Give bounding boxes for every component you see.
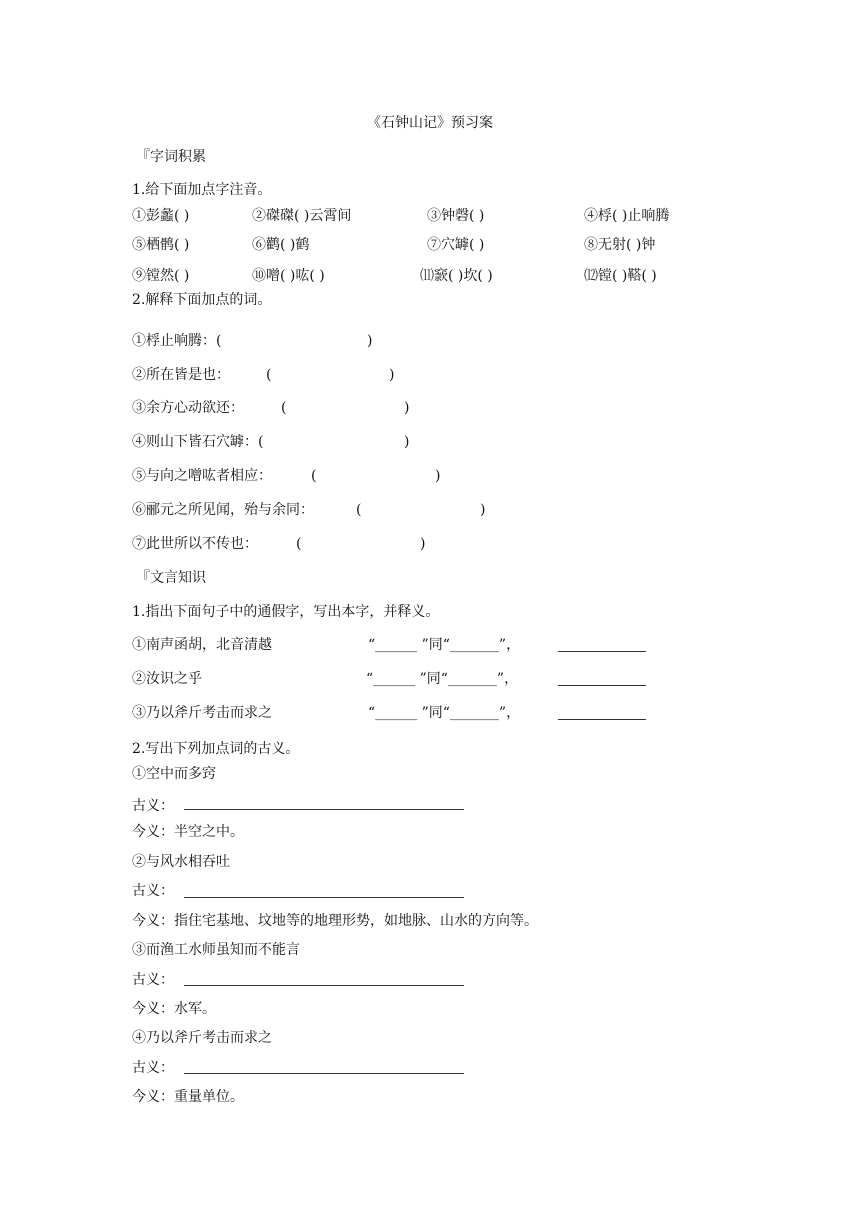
ancient-meaning-label: 古义： — [132, 1060, 174, 1076]
phonetic-item[interactable]: ⑧无射( )钟 — [584, 237, 656, 253]
ancient-meaning-blank[interactable] — [184, 985, 464, 986]
tongjia-sentence: ①南声函胡，北音清越 — [132, 637, 272, 653]
question-tongjia-prompt: 1.指出下面句子中的通假字，写出本字，并释义。 — [132, 604, 440, 620]
phonetic-item[interactable]: ⑥鹳( )鹤 — [252, 237, 310, 253]
tongjia-sentence: ②汝识之乎 — [132, 671, 202, 687]
explain-paren-close[interactable]: ) — [480, 502, 486, 518]
ancient-sentence: ①空中而多窍 — [132, 766, 216, 782]
explain-paren-open[interactable]: ( — [296, 536, 302, 552]
explain-paren-open[interactable]: ( — [356, 502, 362, 518]
question-ancient-meaning-prompt: 2.写出下列加点词的古义。 — [132, 741, 300, 757]
tongjia-meaning-blank[interactable] — [558, 685, 646, 686]
phonetic-item[interactable]: ⑤栖鹘( ) — [132, 237, 190, 253]
phonetic-item[interactable]: ⑩噌( )吰( ) — [252, 268, 325, 284]
phonetic-item[interactable]: ⑿镗( )鞳( ) — [584, 268, 657, 284]
explain-item: ①桴止响腾：( — [132, 333, 222, 349]
explain-paren-close[interactable]: ) — [367, 333, 373, 349]
modern-meaning: 今义：重量单位。 — [132, 1089, 244, 1105]
question-phonetic-prompt: 1.给下面加点字注音。 — [132, 182, 272, 198]
phonetic-item[interactable]: ③钟磬( ) — [427, 208, 485, 224]
page-title: 《石钟山记》预习案 — [367, 115, 493, 131]
explain-paren-open[interactable]: ( — [281, 400, 287, 416]
phonetic-item[interactable]: ②磔磔( )云霄间 — [252, 208, 352, 224]
phonetic-item[interactable]: ④桴( )止响腾 — [584, 208, 670, 224]
explain-paren-close[interactable]: ) — [404, 434, 410, 450]
modern-meaning: 今义：半空之中。 — [132, 824, 244, 840]
modern-meaning: 今义：水军。 — [132, 1001, 216, 1017]
explain-paren-open[interactable]: ( — [266, 367, 272, 383]
ancient-sentence: ③而渔工水师虽知而不能言 — [132, 942, 300, 958]
explain-item: ③余方心动欲还： — [132, 400, 244, 416]
question-explain-prompt: 2.解释下面加点的词。 — [132, 292, 272, 308]
explain-item: ⑦此世所以不传也： — [132, 536, 258, 552]
ancient-meaning-label: 古义： — [132, 798, 174, 814]
explain-paren-close[interactable]: ) — [389, 367, 395, 383]
explain-paren-close[interactable]: ) — [404, 400, 410, 416]
tongjia-blank-pattern[interactable]: “______ ”同“_______”， — [368, 705, 521, 721]
tongjia-meaning-blank[interactable] — [558, 651, 646, 652]
ancient-meaning-blank[interactable] — [184, 897, 464, 898]
tongjia-blank-pattern[interactable]: “______ ”同“_______”， — [366, 671, 519, 687]
ancient-meaning-blank[interactable] — [184, 809, 464, 810]
ancient-sentence: ②与风水相吞吐 — [132, 854, 230, 870]
explain-paren-close[interactable]: ) — [435, 468, 441, 484]
explain-item: ⑤与向之噌吰者相应： — [132, 468, 272, 484]
explain-item: ②所在皆是也： — [132, 367, 230, 383]
ancient-meaning-label: 古义： — [132, 972, 174, 988]
phonetic-item[interactable]: ⑾窾( )坎( ) — [420, 268, 493, 284]
phonetic-item[interactable]: ⑨镗然( ) — [132, 268, 190, 284]
phonetic-item[interactable]: ⑦穴罅( ) — [427, 237, 485, 253]
tongjia-blank-pattern[interactable]: “______ ”同“_______”， — [368, 637, 521, 653]
tongjia-meaning-blank[interactable] — [558, 719, 646, 720]
section-heading-vocabulary: 『字词积累 — [136, 149, 206, 165]
modern-meaning: 今义：指住宅基地、坟地等的地理形势，如地脉、山水的方向等。 — [132, 913, 538, 929]
ancient-sentence: ④乃以斧斤考击而求之 — [132, 1030, 272, 1046]
explain-paren-open[interactable]: ( — [311, 468, 317, 484]
ancient-meaning-blank[interactable] — [184, 1073, 464, 1074]
tongjia-sentence: ③乃以斧斤考击而求之 — [132, 705, 272, 721]
section-heading-classical-knowledge: 『文言知识 — [136, 570, 206, 586]
ancient-meaning-label: 古义： — [132, 883, 174, 899]
explain-item: ④则山下皆石穴罅：( — [132, 434, 264, 450]
phonetic-item[interactable]: ①彭蠡( ) — [132, 208, 190, 224]
explain-item: ⑥郦元之所见闻，殆与余同： — [132, 502, 314, 518]
explain-paren-close[interactable]: ) — [420, 536, 426, 552]
